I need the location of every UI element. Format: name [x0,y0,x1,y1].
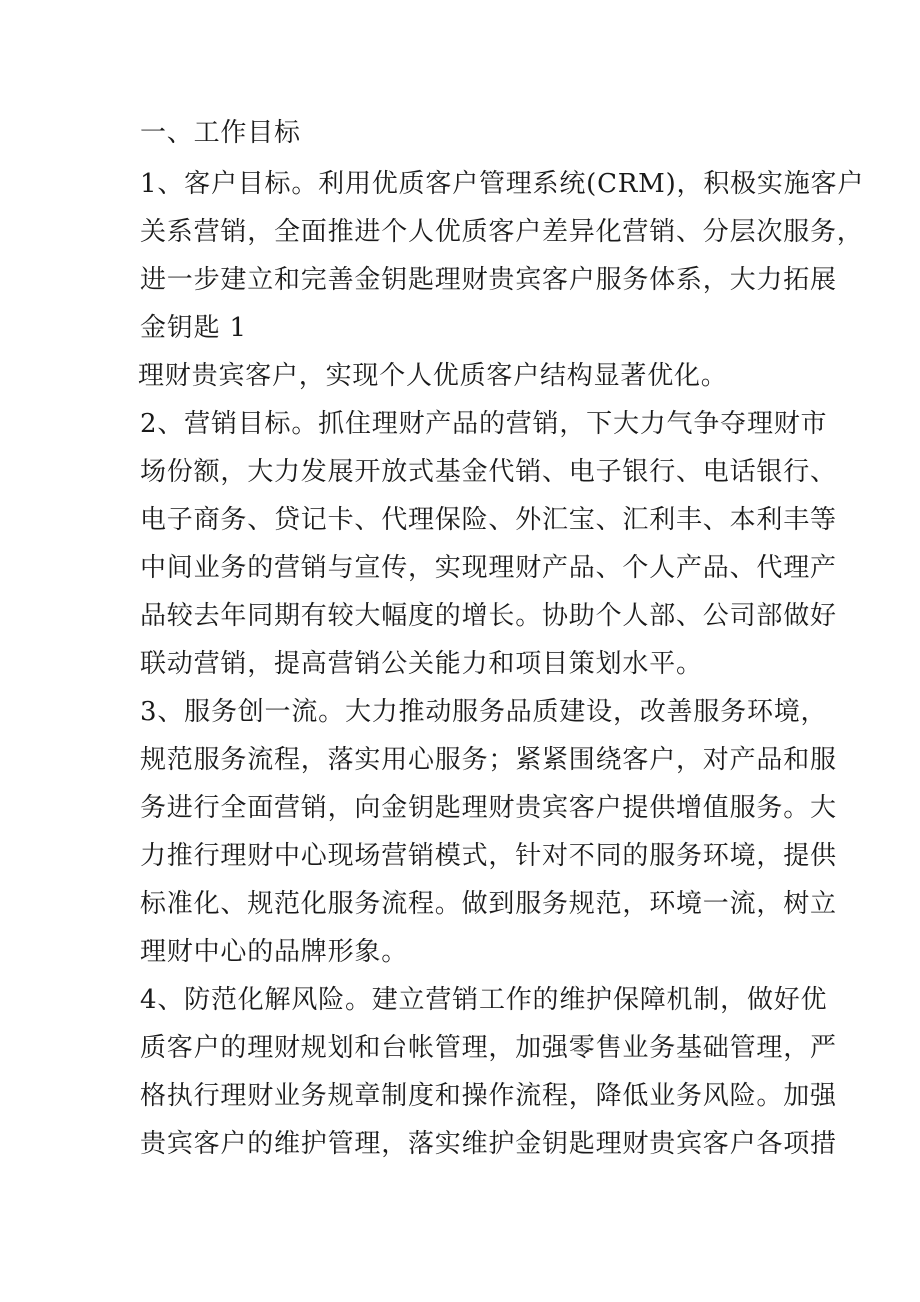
text-line: 务进行全面营销，向金钥匙理财贵宾客户提供增值服务。大 [140,793,837,823]
text-line: 标准化、规范化服务流程。做到服务规范，环境一流，树立 [140,889,837,919]
text-line: 进一步建立和完善金钥匙理财贵宾客户服务体系，大力拓展 [140,265,837,295]
text-line: 理财贵宾客户，实现个人优质客户结构显著优化。 [138,361,728,391]
text-line: 1、客户目标。利用优质客户管理系统(CRM)，积极实施客户 [140,169,865,199]
text-line: 4、防范化解风险。建立营销工作的维护保障机制，做好优 [140,985,828,1015]
text-line: 贵宾客户的维护管理，落实维护金钥匙理财贵宾客户各项措 [140,1129,837,1159]
text-line: 联动营销，提高营销公关能力和项目策划水平。 [140,649,703,679]
text-line: 2、营销目标。抓住理财产品的营销，下大力气争夺理财市 [140,409,828,439]
text-line: 电子商务、贷记卡、代理保险、外汇宝、汇利丰、本利丰等 [140,505,837,535]
text-line: 规范服务流程，落实用心服务；紧紧围绕客户，对产品和服 [140,745,837,775]
text-line: 3、服务创一流。大力推动服务品质建设，改善服务环境， [140,697,828,727]
section-heading: 一、工作目标 [140,118,301,148]
text-line: 理财中心的品牌形象。 [140,937,409,967]
text-line: 金钥匙 1 [140,313,247,343]
text-line: 品较去年同期有较大幅度的增长。协助个人部、公司部做好 [140,601,837,631]
text-line: 关系营销，全面推进个人优质客户差异化营销、分层次服务， [140,217,864,247]
text-line: 场份额，大力发展开放式基金代销、电子银行、电话银行、 [140,457,837,487]
text-line: 质客户的理财规划和台帐管理，加强零售业务基础管理，严 [140,1033,837,1063]
text-line: 格执行理财业务规章制度和操作流程，降低业务风险。加强 [140,1081,837,1111]
document-body [138,109,865,1168]
text-line: 中间业务的营销与宣传，实现理财产品、个人产品、代理产 [140,553,837,583]
text-line: 力推行理财中心现场营销模式，针对不同的服务环境，提供 [140,841,837,871]
